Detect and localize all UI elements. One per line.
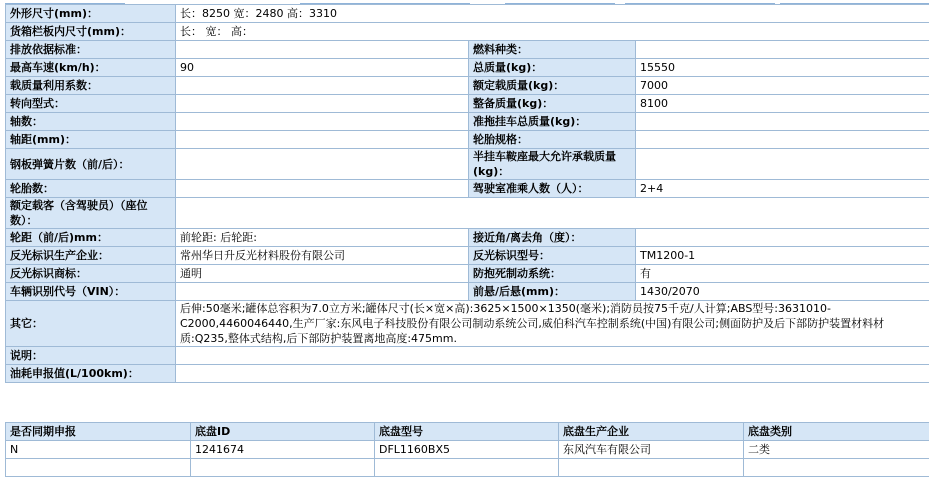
overhang-value: 1430/2070: [636, 283, 929, 301]
cargo-size-label: 货箱栏板内尺寸(mm)：: [6, 23, 176, 41]
rated-passengers-value: [176, 198, 929, 229]
chassis-maker-value: 东风汽车有限公司: [559, 441, 744, 459]
spec-row: [6, 347, 929, 365]
trailer-mass-value: [636, 113, 929, 131]
emission-standard-value: [176, 41, 469, 59]
chassis-header-maker: 底盘生产企业: [559, 423, 744, 441]
max-speed-value: 90: [176, 59, 469, 77]
tire-spec-label: 轮胎规格：: [469, 131, 636, 149]
spec-row: [6, 180, 929, 198]
empty-cell: [375, 459, 559, 477]
trailer-mass-label: 准拖挂车总质量(kg)：: [469, 113, 636, 131]
spec-table: [5, 4, 929, 383]
total-mass-label: 总质量(kg)：: [469, 59, 636, 77]
notes-value: [176, 347, 929, 365]
saddle-load-label: 半挂车鞍座最大允许承载质量(kg)：: [469, 149, 636, 180]
chassis-table: [5, 422, 929, 477]
reflector-brand-label: 反光标识商标：: [6, 265, 176, 283]
cab-seats-value: 2+4: [636, 180, 929, 198]
chassis-model-value: DFL1160BX5: [375, 441, 559, 459]
reflector-maker-label: 反光标识生产企业：: [6, 247, 176, 265]
chassis-header-concurrent: 是否同期申报: [6, 423, 191, 441]
spec-row: [6, 265, 929, 283]
spec-row: [6, 198, 929, 229]
spec-row: [6, 247, 929, 265]
abs-label: 防抱死制动系统：: [469, 265, 636, 283]
chassis-id-value: 1241674: [191, 441, 375, 459]
table-row: [6, 441, 929, 459]
vin-value: [176, 283, 469, 301]
approach-angle-label: 接近角/离去角（度）：: [469, 229, 636, 247]
spec-row: [6, 77, 929, 95]
approach-angle-value: [636, 229, 929, 247]
reflector-brand-value: 通明: [176, 265, 469, 283]
steering-value: [176, 95, 469, 113]
other-label: 其它：: [6, 301, 176, 347]
spec-row: [6, 365, 929, 383]
overhang-label: 前悬/后悬(mm)：: [469, 283, 636, 301]
empty-cell: [744, 459, 929, 477]
cab-seats-label: 驾驶室准乘人数（人）：: [469, 180, 636, 198]
saddle-load-value: [636, 149, 929, 180]
table-row: [6, 459, 929, 477]
curb-mass-label: 整备质量(kg)：: [469, 95, 636, 113]
chassis-header-row: [6, 423, 929, 441]
spec-row: [6, 131, 929, 149]
total-mass-value: 15550: [636, 59, 929, 77]
tire-spec-value: [636, 131, 929, 149]
fuel-consumption-label: 油耗申报值(L/100km)：: [6, 365, 176, 383]
wheelbase-label: 轴距(mm)：: [6, 131, 176, 149]
fuel-consumption-value: [176, 365, 929, 383]
outer-size-value: 长：8250 宽：2480 高：3310: [176, 5, 929, 23]
curb-mass-value: 8100: [636, 95, 929, 113]
vin-label: 车辆识别代号（VIN）：: [6, 283, 176, 301]
track-label: 轮距（前/后)mm：: [6, 229, 176, 247]
reflector-model-value: TM1200-1: [636, 247, 929, 265]
rated-load-value: 7000: [636, 77, 929, 95]
fuel-type-label: 燃料种类：: [469, 41, 636, 59]
rated-load-label: 额定载质量(kg)：: [469, 77, 636, 95]
outer-size-label: 外形尺寸(mm)：: [6, 5, 176, 23]
empty-cell: [191, 459, 375, 477]
wheelbase-value: [176, 131, 469, 149]
spec-row: [6, 149, 929, 180]
spec-row: [6, 229, 929, 247]
max-speed-label: 最高车速(km/h)：: [6, 59, 176, 77]
tire-count-value: [176, 180, 469, 198]
chassis-concurrent-value: N: [6, 441, 191, 459]
fuel-type-value: [636, 41, 929, 59]
steering-label: 转向型式：: [6, 95, 176, 113]
spec-row: [6, 301, 929, 347]
chassis-header-model: 底盘型号: [375, 423, 559, 441]
empty-cell: [559, 459, 744, 477]
emission-standard-label: 排放依据标准：: [6, 41, 176, 59]
track-value: 前轮距: 后轮距:: [176, 229, 469, 247]
spec-row: [6, 23, 929, 41]
axle-count-value: [176, 113, 469, 131]
other-value: 后伸:50毫米;罐体总容积为7.0立方米;罐体尺寸(长×宽×高):3625×1500×1350(毫米);消防员按75千克/人计算;ABS型号:3631010-C2000,4460046440,生产厂家:东风电子科技股份有限公司制动系统公司,威伯科汽车控制系统(中国)有限公司;侧面防护及后下部防护装置材料材质:Q235,整体式结构,后下部防护装置离地高度:475mm.: [176, 301, 929, 347]
spec-row: [6, 113, 929, 131]
rated-passengers-label: 额定载客（含驾驶员）（座位数）：: [6, 198, 176, 229]
spec-row: [6, 95, 929, 113]
chassis-category-value: 二类: [744, 441, 929, 459]
notes-label: 说明：: [6, 347, 176, 365]
spec-row: [6, 59, 929, 77]
spec-row: [6, 5, 929, 23]
spec-row: [6, 283, 929, 301]
load-utilization-value: [176, 77, 469, 95]
reflector-model-label: 反光标识型号：: [469, 247, 636, 265]
chassis-header-id: 底盘ID: [191, 423, 375, 441]
load-utilization-label: 载质量利用系数：: [6, 77, 176, 95]
tire-count-label: 轮胎数：: [6, 180, 176, 198]
empty-cell: [6, 459, 191, 477]
cargo-size-value: 长： 宽： 高：: [176, 23, 929, 41]
spec-row: [6, 41, 929, 59]
abs-value: 有: [636, 265, 929, 283]
leaf-springs-label: 钢板弹簧片数（前/后）：: [6, 149, 176, 180]
reflector-maker-value: 常州华日升反光材料股份有限公司: [176, 247, 469, 265]
chassis-header-category: 底盘类别: [744, 423, 929, 441]
axle-count-label: 轴数：: [6, 113, 176, 131]
leaf-springs-value: [176, 149, 469, 180]
